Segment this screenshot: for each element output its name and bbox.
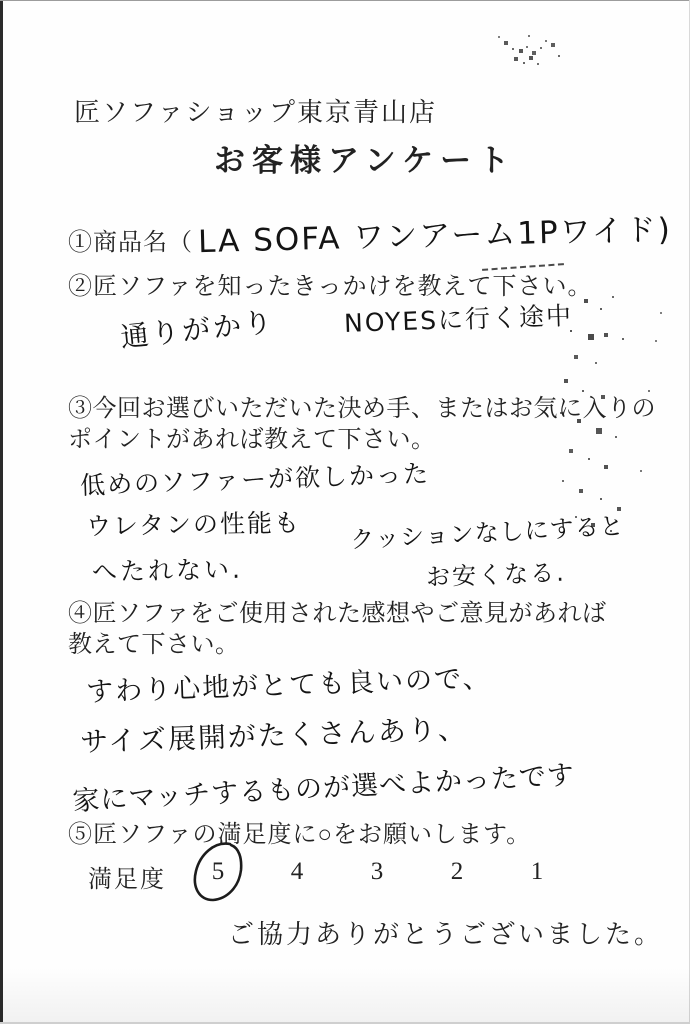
question-2-answer-handwriting: NOYESに行く途中 (343, 301, 574, 338)
question-3-answer-handwriting: クッションなしにすると (349, 511, 626, 555)
question-3-answer-handwriting: ウレタンの性能も (85, 508, 302, 541)
question-3-answer-handwriting: 低めのソファーが欲しかった (79, 458, 431, 501)
question-4-answer-handwriting: すわり心地がとても良いので、 (85, 662, 492, 709)
question-4-label (68, 599, 607, 661)
question-1-label: ①商品名（ (68, 230, 193, 256)
question-1-answer-handwriting: LA SOFA ワンアーム1Pワイド) (197, 211, 673, 261)
rating-option-2: 2 (450, 858, 464, 885)
question-3-label-line2: ポイントがあれば教えて下さい。 (68, 427, 436, 453)
question-3-label (68, 394, 656, 456)
rating-option-1: 1 (530, 858, 544, 885)
scan-shadow-bottom (0, 967, 690, 1022)
question-4-label-line1: ④匠ソファをご使用された感想やご意見があれば (68, 601, 607, 627)
store-name: 匠ソファショップ東京青山店 (74, 98, 437, 127)
question-3-label-line1: ③今回お選びいただいた決め手、またはお気に入りの (68, 396, 656, 422)
rating-option-3: 3 (370, 858, 384, 885)
scan-edge-top (0, 0, 690, 1)
page-title: お客様アンケート (214, 143, 517, 178)
question-2-label: ②匠ソファを知ったきっかけを教えて下さい。 (68, 274, 593, 300)
question-4-answer-handwriting: 家にマッチするものが選べよかったです (71, 759, 576, 818)
question-3-answer-handwriting: へたれない. (91, 554, 244, 587)
scan-edge-left (0, 0, 3, 1024)
scan-noise (0, 0, 2, 2)
rating-option-4: 4 (290, 858, 304, 885)
question-5-label: ⑤匠ソファの満足度に○をお願いします。 (68, 822, 532, 848)
handwritten-selection-circle (190, 841, 248, 903)
rating-option-5: 5 (211, 858, 225, 885)
satisfaction-scale-label: 満足度 (88, 867, 166, 893)
closing-message: ご協力ありがとうございました。 (228, 920, 664, 949)
question-2-answer-handwriting: 通りがかり (118, 304, 277, 355)
question-3-answer-handwriting: お安くなる. (425, 558, 567, 592)
question-4-label-line2: 教えて下さい。 (68, 632, 240, 658)
question-4-answer-handwriting: サイズ展開がたくさんあり、 (79, 712, 469, 759)
